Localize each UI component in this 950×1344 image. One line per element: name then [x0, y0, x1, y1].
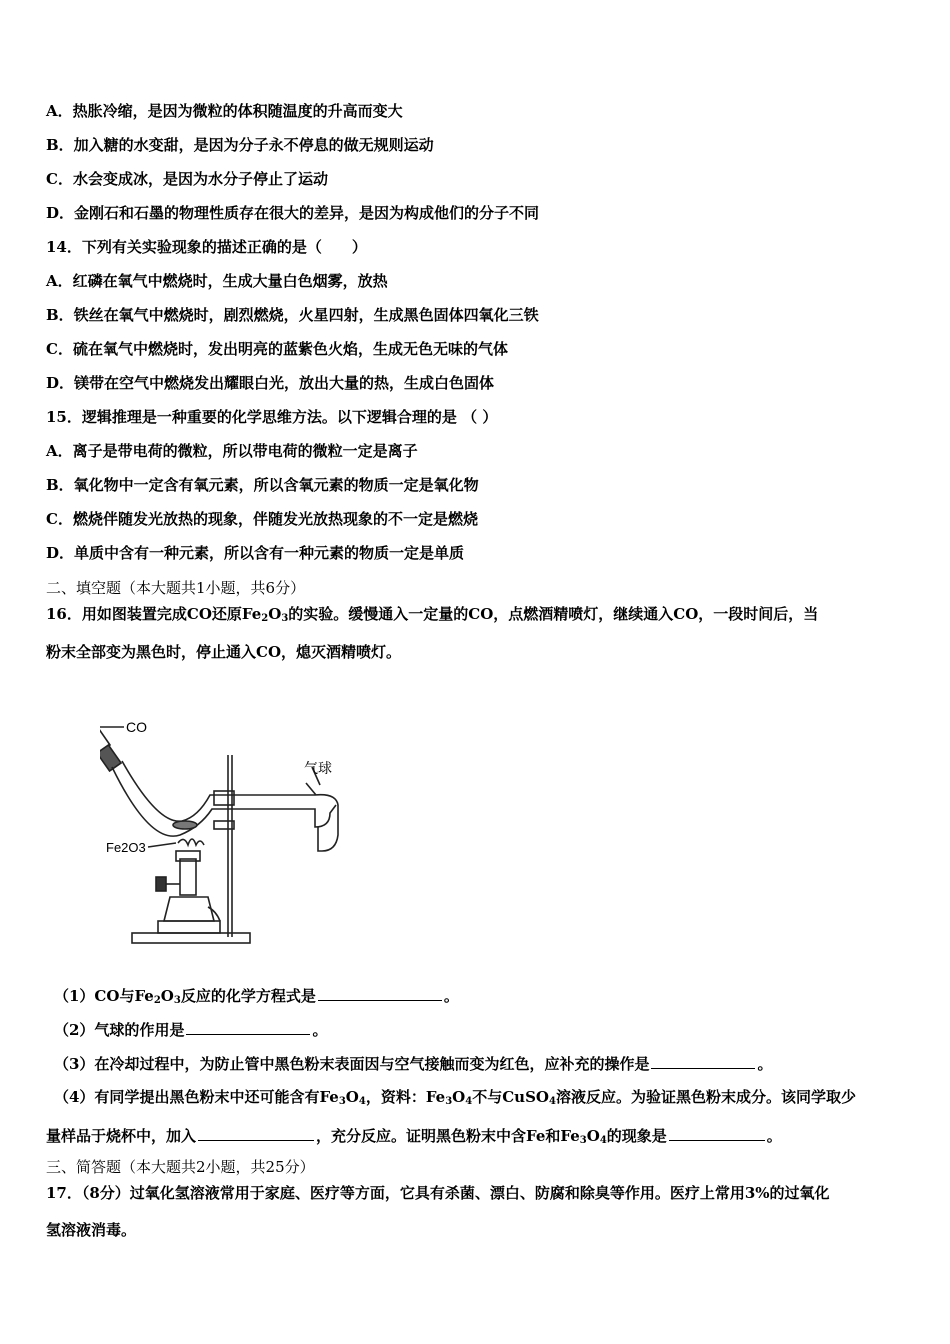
- q13-option-b: B．加入糖的水变甜，是因为分子永不停息的做无规则运动: [46, 136, 434, 154]
- q16-part-4-line1: （4）有同学提出黑色粉末中还可能含有$Fe_3O_4$，资料：$Fe_3O_4$不与CuSO$_4$溶液反应。为验证黑色粉末成分。该同学取少: [54, 1088, 856, 1107]
- q14-stem: 14．下列有关实验现象的描述正确的是（ ）: [46, 238, 367, 256]
- section-2-heading: 二、填空题（本大题共1小题，共6分）: [46, 579, 306, 597]
- iron-stand: [132, 755, 250, 943]
- section-3-heading: 三、简答题（本大题共2小题，共25分）: [46, 1158, 315, 1176]
- q16-part-1: （1）CO与$Fe_2O_3$反应的化学方程式是 。: [54, 987, 459, 1006]
- syringe: [100, 679, 121, 771]
- q15-stem: 15．逻辑推理是一种重要的化学思维方法。以下逻辑合理的是 （ ）: [46, 408, 498, 426]
- q16-part-4-line2: 量样品于烧杯中，加入 ，充分反应。证明黑色粉末中含Fe和$Fe_3O_4$的现象是 。: [46, 1127, 782, 1146]
- fe2o3-powder: [173, 821, 197, 829]
- q15-option-d: D．单质中含有一种元素，所以含有一种元素的物质一定是单质: [46, 544, 465, 562]
- q16-part-2: （2）气球的作用是 。: [54, 1021, 328, 1039]
- q17-line1: 17．（8分）过氧化氢溶液常用于家庭、医疗等方面，它具有杀菌、漂白、防腐和除臭等作用。医疗上常用3%的过氧化: [46, 1184, 830, 1202]
- q13-option-a: A．热胀冷缩，是因为微粒的体积随温度的升高而变大: [46, 102, 403, 120]
- q16-stem-line2: 粉末全部变为黑色时，停止通入CO，熄灭酒精喷灯。: [46, 643, 402, 661]
- q14-option-a: A．红磷在氧气中燃烧时，生成大量白色烟雾，放热: [46, 272, 388, 290]
- q14-option-c: C．硫在氧气中燃烧时，发出明亮的蓝紫色火焰，生成无色无味的气体: [46, 340, 508, 358]
- q14-option-d: D．镁带在空气中燃烧发出耀眼白光，放出大量的热，生成白色固体: [46, 374, 495, 392]
- apparatus-figure: [100, 675, 360, 955]
- q14-option-b: B．铁丝在氧气中燃烧时，剧烈燃烧，火星四射，生成黑色固体四氧化三铁: [46, 306, 539, 324]
- alcohol-burner: [156, 839, 220, 933]
- q15-option-b: B．氧化物中一定含有氧元素，所以含氧元素的物质一定是氧化物: [46, 476, 479, 494]
- q15-option-a: A．离子是带电荷的微粒，所以带电荷的微粒一定是离子: [46, 442, 418, 460]
- answer-blank-3[interactable]: [651, 1053, 755, 1069]
- q16-part-3: （3）在冷却过程中，为防止管中黑色粉末表面因与空气接触而变为红色，应补充的操作是 。: [54, 1055, 773, 1073]
- balloon-label: 气球: [304, 760, 332, 776]
- q17-line2: 氢溶液消毒。: [46, 1221, 137, 1239]
- answer-blank-4b[interactable]: [669, 1125, 765, 1141]
- answer-blank-4a[interactable]: [198, 1125, 314, 1141]
- co-label: CO: [126, 719, 147, 735]
- q15-option-c: C．燃烧伴随发光放热的现象，伴随发光放热现象的不一定是燃烧: [46, 510, 478, 528]
- q13-option-d: D．金刚石和石墨的物理性质存在很大的差异，是因为构成他们的分子不同: [46, 204, 540, 222]
- answer-blank-2[interactable]: [186, 1019, 310, 1035]
- q16-stem-line1: 16．用如图装置完成CO还原$Fe_2O_3$的实验。缓慢通入一定量的CO，点燃酒精喷灯，继续通入CO，一段时间后，当: [46, 605, 819, 624]
- q13-option-c: C．水会变成冰，是因为水分子停止了运动: [46, 170, 328, 188]
- fe2o3-label: Fe2O3: [106, 840, 146, 855]
- answer-blank-1[interactable]: [318, 985, 442, 1001]
